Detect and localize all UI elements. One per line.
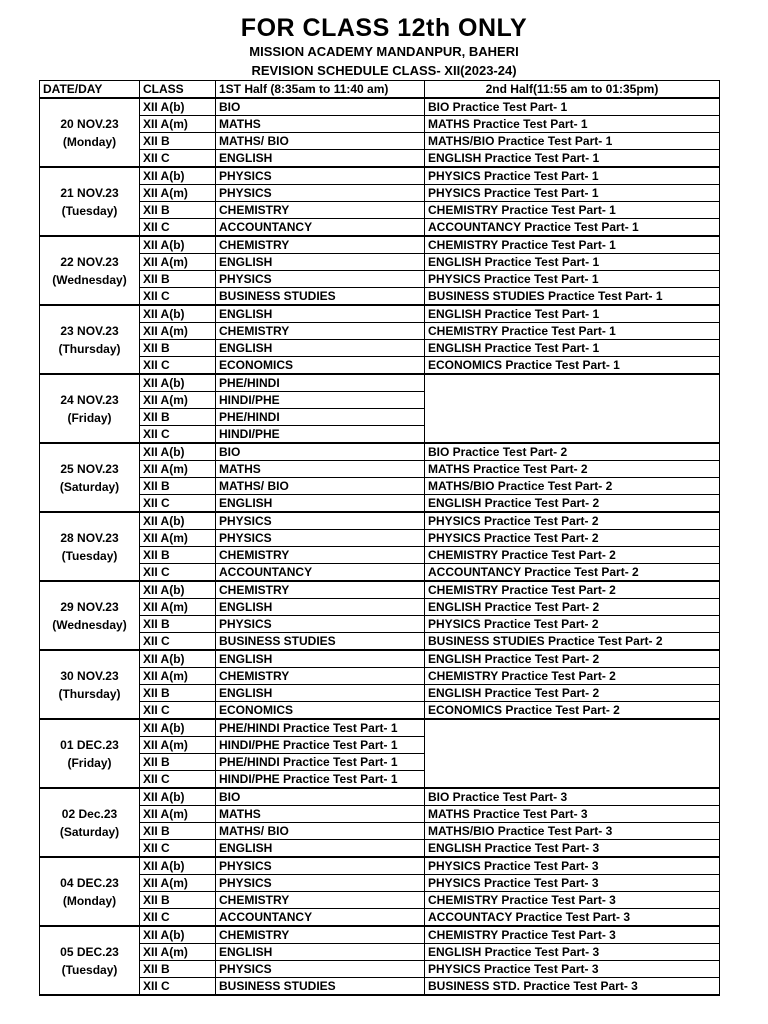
second-half-cell: BIO Practice Test Part- 2 <box>425 443 720 461</box>
table-row <box>40 616 720 633</box>
first-half-cell: MATHS/ BIO <box>216 133 425 150</box>
weekday-label: (Saturday) <box>59 479 120 494</box>
date-day-cell <box>40 788 140 857</box>
table-row <box>40 219 720 237</box>
class-cell: XII C <box>140 219 216 237</box>
class-cell: XII A(b) <box>140 581 216 599</box>
class-cell: XII C <box>140 633 216 651</box>
weekday-label: (Monday) <box>62 134 117 149</box>
table-row <box>40 202 720 219</box>
class-cell: XII A(b) <box>140 857 216 875</box>
first-half-cell: HINDI/PHE Practice Test Part- 1 <box>216 737 425 754</box>
second-half-cell: MATHS Practice Test Part- 3 <box>425 806 720 823</box>
day-group <box>40 305 720 374</box>
first-half-cell: ECONOMICS <box>216 357 425 375</box>
class-cell: XII C <box>140 150 216 168</box>
class-cell: XII B <box>140 616 216 633</box>
first-half-cell: PHYSICS <box>216 185 425 202</box>
table-row <box>40 116 720 133</box>
second-half-cell: PHYSICS Practice Test Part- 3 <box>425 857 720 875</box>
table-row <box>40 98 720 116</box>
class-cell: XII A(b) <box>140 98 216 116</box>
table-row <box>40 478 720 495</box>
table-row <box>40 150 720 168</box>
second-half-cell: ENGLISH Practice Test Part- 1 <box>425 340 720 357</box>
date-label: 04 DEC.23 <box>60 875 119 890</box>
column-header-first-half: 1ST Half (8:35am to 11:40 am) <box>216 81 425 99</box>
class-cell: XII C <box>140 495 216 513</box>
class-cell: XII A(b) <box>140 650 216 668</box>
class-cell: XII A(m) <box>140 875 216 892</box>
table-row <box>40 685 720 702</box>
table-row <box>40 564 720 582</box>
second-half-cell: ENGLISH Practice Test Part- 2 <box>425 650 720 668</box>
second-half-cell: MATHS/BIO Practice Test Part- 1 <box>425 133 720 150</box>
table-row <box>40 133 720 150</box>
table-row <box>40 788 720 806</box>
table-row <box>40 719 720 737</box>
date-label: 29 NOV.23 <box>60 599 119 614</box>
table-row <box>40 254 720 271</box>
second-half-cell: PHYSICS Practice Test Part- 2 <box>425 512 720 530</box>
class-cell: XII C <box>140 909 216 927</box>
first-half-cell: MATHS/ BIO <box>216 478 425 495</box>
first-half-cell: ENGLISH <box>216 650 425 668</box>
class-cell: XII A(b) <box>140 305 216 323</box>
class-cell: XII B <box>140 202 216 219</box>
table-row <box>40 185 720 202</box>
date-day-cell <box>40 98 140 167</box>
table-row <box>40 305 720 323</box>
first-half-cell: PHE/HINDI <box>216 409 425 426</box>
class-cell: XII B <box>140 133 216 150</box>
second-half-cell: MATHS Practice Test Part- 1 <box>425 116 720 133</box>
table-row <box>40 323 720 340</box>
class-cell: XII A(m) <box>140 944 216 961</box>
class-cell: XII C <box>140 978 216 996</box>
second-half-cell: CHEMISTRY Practice Test Part- 2 <box>425 547 720 564</box>
date-label: 24 NOV.23 <box>60 392 119 407</box>
second-half-cell: CHEMISTRY Practice Test Part- 1 <box>425 323 720 340</box>
second-half-empty-cell <box>425 374 720 443</box>
class-cell: XII A(m) <box>140 668 216 685</box>
first-half-cell: CHEMISTRY <box>216 892 425 909</box>
class-cell: XII B <box>140 685 216 702</box>
second-half-cell: BIO Practice Test Part- 1 <box>425 98 720 116</box>
date-label: 30 NOV.23 <box>60 668 119 683</box>
column-header-date: DATE/DAY <box>40 81 140 99</box>
table-row <box>40 547 720 564</box>
table-row <box>40 340 720 357</box>
second-half-cell: PHYSICS Practice Test Part- 1 <box>425 185 720 202</box>
date-label: 28 NOV.23 <box>60 530 119 545</box>
second-half-cell: ACCOUNTANCY Practice Test Part- 2 <box>425 564 720 582</box>
second-half-cell: ACCOUNTACY Practice Test Part- 3 <box>425 909 720 927</box>
weekday-label: (Friday) <box>67 410 112 425</box>
class-cell: XII C <box>140 771 216 789</box>
class-cell: XII A(m) <box>140 185 216 202</box>
table-row <box>40 806 720 823</box>
table-row <box>40 909 720 927</box>
table-row <box>40 461 720 478</box>
table-row <box>40 633 720 651</box>
table-row <box>40 530 720 547</box>
second-half-cell: ENGLISH Practice Test Part- 1 <box>425 254 720 271</box>
first-half-cell: ENGLISH <box>216 254 425 271</box>
first-half-cell: PHE/HINDI <box>216 374 425 392</box>
class-cell: XII A(m) <box>140 392 216 409</box>
first-half-cell: ENGLISH <box>216 340 425 357</box>
weekday-label: (Thursday) <box>58 686 121 701</box>
class-cell: XII B <box>140 340 216 357</box>
first-half-cell: CHEMISTRY <box>216 547 425 564</box>
first-half-cell: CHEMISTRY <box>216 236 425 254</box>
class-cell: XII C <box>140 426 216 444</box>
class-cell: XII A(m) <box>140 530 216 547</box>
revision-schedule-table <box>39 80 720 996</box>
second-half-cell: ENGLISH Practice Test Part- 1 <box>425 150 720 168</box>
day-group <box>40 581 720 650</box>
class-cell: XII A(m) <box>140 254 216 271</box>
weekday-label: (Tuesday) <box>61 203 118 218</box>
class-cell: XII C <box>140 840 216 858</box>
second-half-cell: MATHS/BIO Practice Test Part- 3 <box>425 823 720 840</box>
weekday-label: (Wednesday) <box>52 272 127 287</box>
date-label: 23 NOV.23 <box>60 323 119 338</box>
date-label: 20 NOV.23 <box>60 116 119 131</box>
class-cell: XII A(b) <box>140 167 216 185</box>
first-half-cell: CHEMISTRY <box>216 668 425 685</box>
table-row <box>40 840 720 858</box>
class-cell: XII A(m) <box>140 806 216 823</box>
second-half-cell: MATHS Practice Test Part- 2 <box>425 461 720 478</box>
first-half-cell: PHYSICS <box>216 616 425 633</box>
first-half-cell: CHEMISTRY <box>216 926 425 944</box>
class-cell: XII B <box>140 823 216 840</box>
first-half-cell: BIO <box>216 443 425 461</box>
class-cell: XII A(b) <box>140 443 216 461</box>
second-half-empty-cell <box>425 719 720 788</box>
first-half-cell: MATHS <box>216 461 425 478</box>
table-row <box>40 857 720 875</box>
second-half-cell: ACCOUNTANCY Practice Test Part- 1 <box>425 219 720 237</box>
weekday-label: (Saturday) <box>59 824 120 839</box>
table-row <box>40 961 720 978</box>
first-half-cell: MATHS <box>216 116 425 133</box>
first-half-cell: PHYSICS <box>216 167 425 185</box>
first-half-cell: CHEMISTRY <box>216 581 425 599</box>
table-row <box>40 167 720 185</box>
table-row <box>40 650 720 668</box>
date-day-cell <box>40 719 140 788</box>
class-cell: XII B <box>140 409 216 426</box>
second-half-cell: ENGLISH Practice Test Part- 2 <box>425 599 720 616</box>
day-group <box>40 926 720 995</box>
second-half-cell: PHYSICS Practice Test Part- 3 <box>425 961 720 978</box>
second-half-cell: MATHS/BIO Practice Test Part- 2 <box>425 478 720 495</box>
weekday-label: (Tuesday) <box>61 962 118 977</box>
second-half-cell: CHEMISTRY Practice Test Part- 3 <box>425 926 720 944</box>
column-header-second-half: 2nd Half(11:55 am to 01:35pm) <box>425 81 720 99</box>
table-row <box>40 443 720 461</box>
day-group <box>40 650 720 719</box>
first-half-cell: CHEMISTRY <box>216 202 425 219</box>
first-half-cell: ENGLISH <box>216 150 425 168</box>
second-half-cell: PHYSICS Practice Test Part- 2 <box>425 616 720 633</box>
weekday-label: (Tuesday) <box>61 548 118 563</box>
second-half-cell: BIO Practice Test Part- 3 <box>425 788 720 806</box>
first-half-cell: BUSINESS STUDIES <box>216 633 425 651</box>
first-half-cell: HINDI/PHE <box>216 426 425 444</box>
second-half-cell: PHYSICS Practice Test Part- 3 <box>425 875 720 892</box>
weekday-label: (Friday) <box>67 755 112 770</box>
first-half-cell: ECONOMICS <box>216 702 425 720</box>
second-half-cell: CHEMISTRY Practice Test Part- 3 <box>425 892 720 909</box>
first-half-cell: PHYSICS <box>216 857 425 875</box>
second-half-cell: ECONOMICS Practice Test Part- 2 <box>425 702 720 720</box>
second-half-cell: ECONOMICS Practice Test Part- 1 <box>425 357 720 375</box>
first-half-cell: ENGLISH <box>216 944 425 961</box>
day-group <box>40 857 720 926</box>
table-row <box>40 495 720 513</box>
table-row <box>40 271 720 288</box>
class-cell: XII B <box>140 961 216 978</box>
class-cell: XII B <box>140 478 216 495</box>
first-half-cell: PHYSICS <box>216 271 425 288</box>
day-group <box>40 98 720 167</box>
table-row <box>40 512 720 530</box>
first-half-cell: BIO <box>216 98 425 116</box>
class-cell: XII A(m) <box>140 737 216 754</box>
first-half-cell: BUSINESS STUDIES <box>216 288 425 306</box>
second-half-cell: CHEMISTRY Practice Test Part- 1 <box>425 236 720 254</box>
class-cell: XII A(b) <box>140 236 216 254</box>
school-name: MISSION ACADEMY MANDANPUR, BAHERI <box>249 44 519 59</box>
first-half-cell: MATHS/ BIO <box>216 823 425 840</box>
first-half-cell: ACCOUNTANCY <box>216 219 425 237</box>
day-group <box>40 512 720 581</box>
class-cell: XII C <box>140 564 216 582</box>
page-title: FOR CLASS 12th ONLY <box>240 14 528 42</box>
date-label: 02 Dec.23 <box>61 806 118 821</box>
class-cell: XII A(m) <box>140 323 216 340</box>
second-half-cell: PHYSICS Practice Test Part- 1 <box>425 271 720 288</box>
date-label: 25 NOV.23 <box>60 461 119 476</box>
weekday-label: (Monday) <box>62 893 117 908</box>
table-row <box>40 288 720 306</box>
date-day-cell <box>40 857 140 926</box>
day-group <box>40 443 720 512</box>
first-half-cell: BUSINESS STUDIES <box>216 978 425 996</box>
date-day-cell <box>40 443 140 512</box>
date-day-cell <box>40 512 140 581</box>
second-half-cell: CHEMISTRY Practice Test Part- 1 <box>425 202 720 219</box>
second-half-cell: ENGLISH Practice Test Part- 3 <box>425 944 720 961</box>
class-cell: XII A(b) <box>140 512 216 530</box>
second-half-cell: PHYSICS Practice Test Part- 2 <box>425 530 720 547</box>
table-row <box>40 944 720 961</box>
second-half-cell: ENGLISH Practice Test Part- 3 <box>425 840 720 858</box>
class-cell: XII B <box>140 271 216 288</box>
day-group <box>40 719 720 788</box>
day-group <box>40 167 720 236</box>
weekday-label: (Wednesday) <box>52 617 127 632</box>
day-group <box>40 374 720 443</box>
second-half-cell: BUSINESS STD. Practice Test Part- 3 <box>425 978 720 996</box>
first-half-cell: ENGLISH <box>216 685 425 702</box>
table-row <box>40 702 720 720</box>
table-row <box>40 236 720 254</box>
class-cell: XII C <box>140 288 216 306</box>
table-row <box>40 875 720 892</box>
weekday-label: (Thursday) <box>58 341 121 356</box>
second-half-cell: ENGLISH Practice Test Part- 2 <box>425 685 720 702</box>
class-cell: XII B <box>140 547 216 564</box>
first-half-cell: ENGLISH <box>216 599 425 616</box>
date-day-cell <box>40 926 140 995</box>
first-half-cell: CHEMISTRY <box>216 323 425 340</box>
class-cell: XII C <box>140 702 216 720</box>
table-row <box>40 357 720 375</box>
second-half-cell: BUSINESS STUDIES Practice Test Part- 1 <box>425 288 720 306</box>
date-label: 01 DEC.23 <box>60 737 119 752</box>
first-half-cell: MATHS <box>216 806 425 823</box>
table-row <box>40 892 720 909</box>
first-half-cell: PHE/HINDI Practice Test Part- 1 <box>216 754 425 771</box>
second-half-cell: ENGLISH Practice Test Part- 2 <box>425 495 720 513</box>
first-half-cell: ACCOUNTANCY <box>216 909 425 927</box>
second-half-cell: PHYSICS Practice Test Part- 1 <box>425 167 720 185</box>
class-cell: XII A(b) <box>140 788 216 806</box>
column-header-class: CLASS <box>140 81 216 99</box>
table-row <box>40 374 720 392</box>
table-row <box>40 978 720 996</box>
date-day-cell <box>40 581 140 650</box>
day-group <box>40 788 720 857</box>
class-cell: XII A(b) <box>140 926 216 944</box>
table-row <box>40 926 720 944</box>
date-label: 05 DEC.23 <box>60 944 119 959</box>
second-half-cell: CHEMISTRY Practice Test Part- 2 <box>425 668 720 685</box>
schedule-title: REVISION SCHEDULE CLASS- XII(2023-24) <box>251 63 517 78</box>
first-half-cell: HINDI/PHE <box>216 392 425 409</box>
table-row <box>40 599 720 616</box>
first-half-cell: ENGLISH <box>216 305 425 323</box>
first-half-cell: ENGLISH <box>216 495 425 513</box>
date-day-cell <box>40 305 140 374</box>
second-half-cell: BUSINESS STUDIES Practice Test Part- 2 <box>425 633 720 651</box>
date-day-cell <box>40 374 140 443</box>
first-half-cell: PHE/HINDI Practice Test Part- 1 <box>216 719 425 737</box>
date-day-cell <box>40 167 140 236</box>
date-label: 21 NOV.23 <box>60 185 119 200</box>
first-half-cell: BIO <box>216 788 425 806</box>
table-row <box>40 581 720 599</box>
first-half-cell: PHYSICS <box>216 530 425 547</box>
class-cell: XII C <box>140 357 216 375</box>
first-half-cell: PHYSICS <box>216 512 425 530</box>
second-half-cell: ENGLISH Practice Test Part- 1 <box>425 305 720 323</box>
table-row <box>40 823 720 840</box>
class-cell: XII A(b) <box>140 374 216 392</box>
first-half-cell: ACCOUNTANCY <box>216 564 425 582</box>
date-label: 22 NOV.23 <box>60 254 119 269</box>
class-cell: XII B <box>140 754 216 771</box>
table-row <box>40 668 720 685</box>
first-half-cell: PHYSICS <box>216 875 425 892</box>
second-half-cell: CHEMISTRY Practice Test Part- 2 <box>425 581 720 599</box>
date-day-cell <box>40 650 140 719</box>
class-cell: XII B <box>140 892 216 909</box>
header-row <box>40 81 720 99</box>
first-half-cell: ENGLISH <box>216 840 425 858</box>
class-cell: XII A(m) <box>140 116 216 133</box>
class-cell: XII A(m) <box>140 461 216 478</box>
first-half-cell: HINDI/PHE Practice Test Part- 1 <box>216 771 425 789</box>
class-cell: XII A(m) <box>140 599 216 616</box>
day-group <box>40 236 720 305</box>
class-cell: XII A(b) <box>140 719 216 737</box>
date-day-cell <box>40 236 140 305</box>
first-half-cell: PHYSICS <box>216 961 425 978</box>
